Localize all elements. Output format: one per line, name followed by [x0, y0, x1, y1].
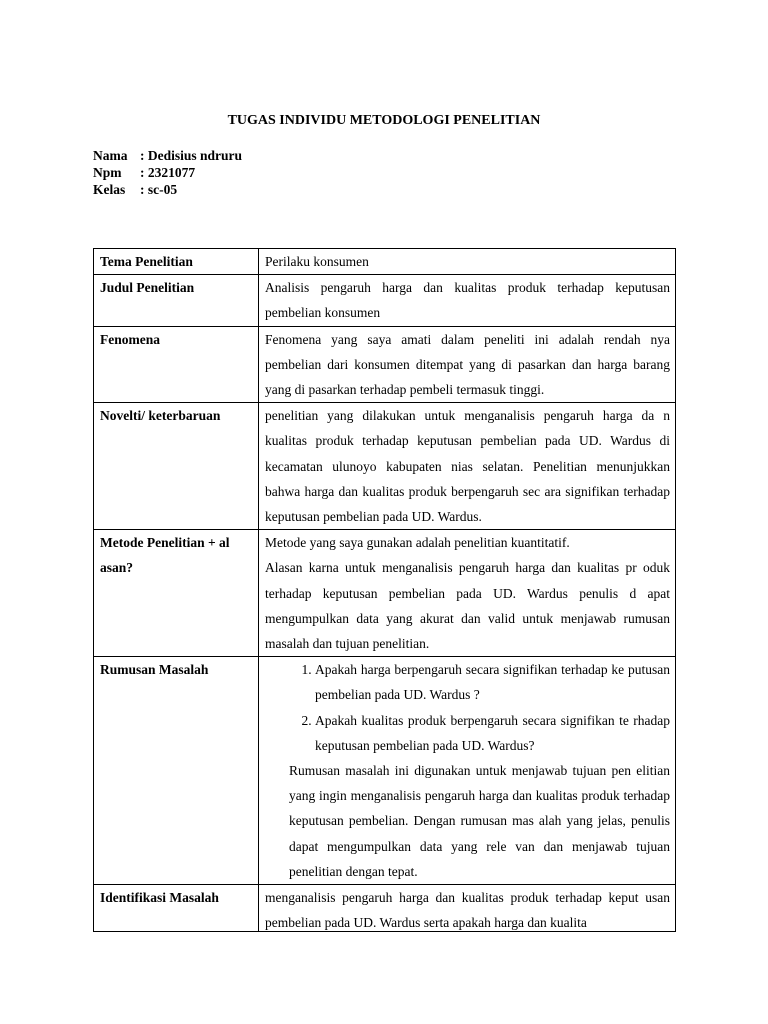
- document-title: TUGAS INDIVIDU METODOLOGI PENELITIAN: [227, 113, 541, 128]
- metode-label: Metode Penelitian + al asan?: [94, 530, 259, 657]
- identifikasi-cell: [259, 885, 676, 932]
- table-row-novelti: [94, 403, 676, 530]
- npm-row: [93, 164, 242, 181]
- name-value: : Dedisius ndruru: [140, 148, 243, 163]
- student-identity: [93, 147, 242, 198]
- research-table-wrapper: [93, 248, 676, 932]
- class-row: [93, 181, 242, 198]
- metode-line-2: Alasan karna untuk menganalisis pengaruh harga dan kualitas pr oduk terhadap keputusan pembelian pada UD. Wardus penulis d apat mengumpulkan data yang akurat dan valid untuk menjawab rumusan masalah dan tujuan penelitian.: [265, 560, 670, 652]
- table-row-metode: [94, 530, 676, 657]
- identifikasi-value: menganalisis pengaruh harga dan kualitas produk terhadap keput usan pembelian pada UD. Wardus serta apakah harga dan kualita: [265, 890, 670, 931]
- novelti-value: penelitian yang dilakukan untuk menganalisis pengaruh harga da n kualitas produk terhadap keputusan pembelian pada UD. Wardus di kecamatan ulunoyo kabupaten nias selatan. Penelitian menunjukkan bahwa harga dan kualitas produk berpengaruh sec ara signifikan terhadap keputusan pembelian pada UD. Wardus.: [259, 403, 676, 530]
- name-row: [93, 147, 242, 164]
- name-label: Nama: [93, 148, 128, 163]
- rumusan-list: [265, 657, 670, 758]
- table-row-identifikasi: [94, 885, 676, 932]
- table-row-fenomena: [94, 326, 676, 403]
- tema-value: Perilaku konsumen: [259, 249, 676, 275]
- metode-line-1: Metode yang saya gunakan adalah penelitian kuantitatif.: [265, 535, 570, 551]
- novelti-label: Novelti/ keterbaruan: [94, 403, 259, 530]
- fenomena-value: Fenomena yang saya amati dalam peneliti ini adalah rendah nya pembelian dari konsumen ditempat yang di pasarkan dan harga barang yang di pasarkan terhadap pembeli termasuk tinggi.: [259, 326, 676, 403]
- npm-label: Npm: [93, 165, 122, 180]
- judul-label: Judul Penelitian: [94, 275, 259, 326]
- class-value: : sc-05: [140, 182, 178, 197]
- rumusan-item-2: 2. Apakah kualitas produk berpengaruh secara signifikan te rhadap keputusan pembelian pada UD. Wardus?: [315, 708, 670, 758]
- rumusan-item-1: 1. Apakah harga berpengaruh secara signifikan terhadap ke putusan pembelian pada UD. Wardus ?: [315, 657, 670, 707]
- rumusan-label: Rumusan Masalah: [94, 657, 259, 885]
- class-label: Kelas: [93, 182, 126, 197]
- table-row-judul: [94, 275, 676, 326]
- identifikasi-label: Identifikasi Masalah: [94, 885, 259, 932]
- rumusan-value: [259, 657, 676, 885]
- tema-label: Tema Penelitian: [94, 249, 259, 275]
- npm-value: : 2321077: [140, 165, 196, 180]
- fenomena-label: Fenomena: [94, 326, 259, 403]
- rumusan-paragraph: Rumusan masalah ini digunakan untuk menjawab tujuan pen elitian yang ingin menganalisis pengaruh harga dan kualitas produk terhadap keputusan pembelian. Dengan rumusan mas alah yang jelas, penulis dapat mengumpulkan data yang rele van dan menjawab tujuan penelitian dengan tepat.: [289, 763, 670, 879]
- research-table: [93, 248, 676, 932]
- table-row-tema: [94, 249, 676, 275]
- table-row-rumusan: [94, 657, 676, 885]
- judul-value: Analisis pengaruh harga dan kualitas produk terhadap keputusan pembelian konsumen: [259, 275, 676, 326]
- metode-value: [259, 530, 676, 657]
